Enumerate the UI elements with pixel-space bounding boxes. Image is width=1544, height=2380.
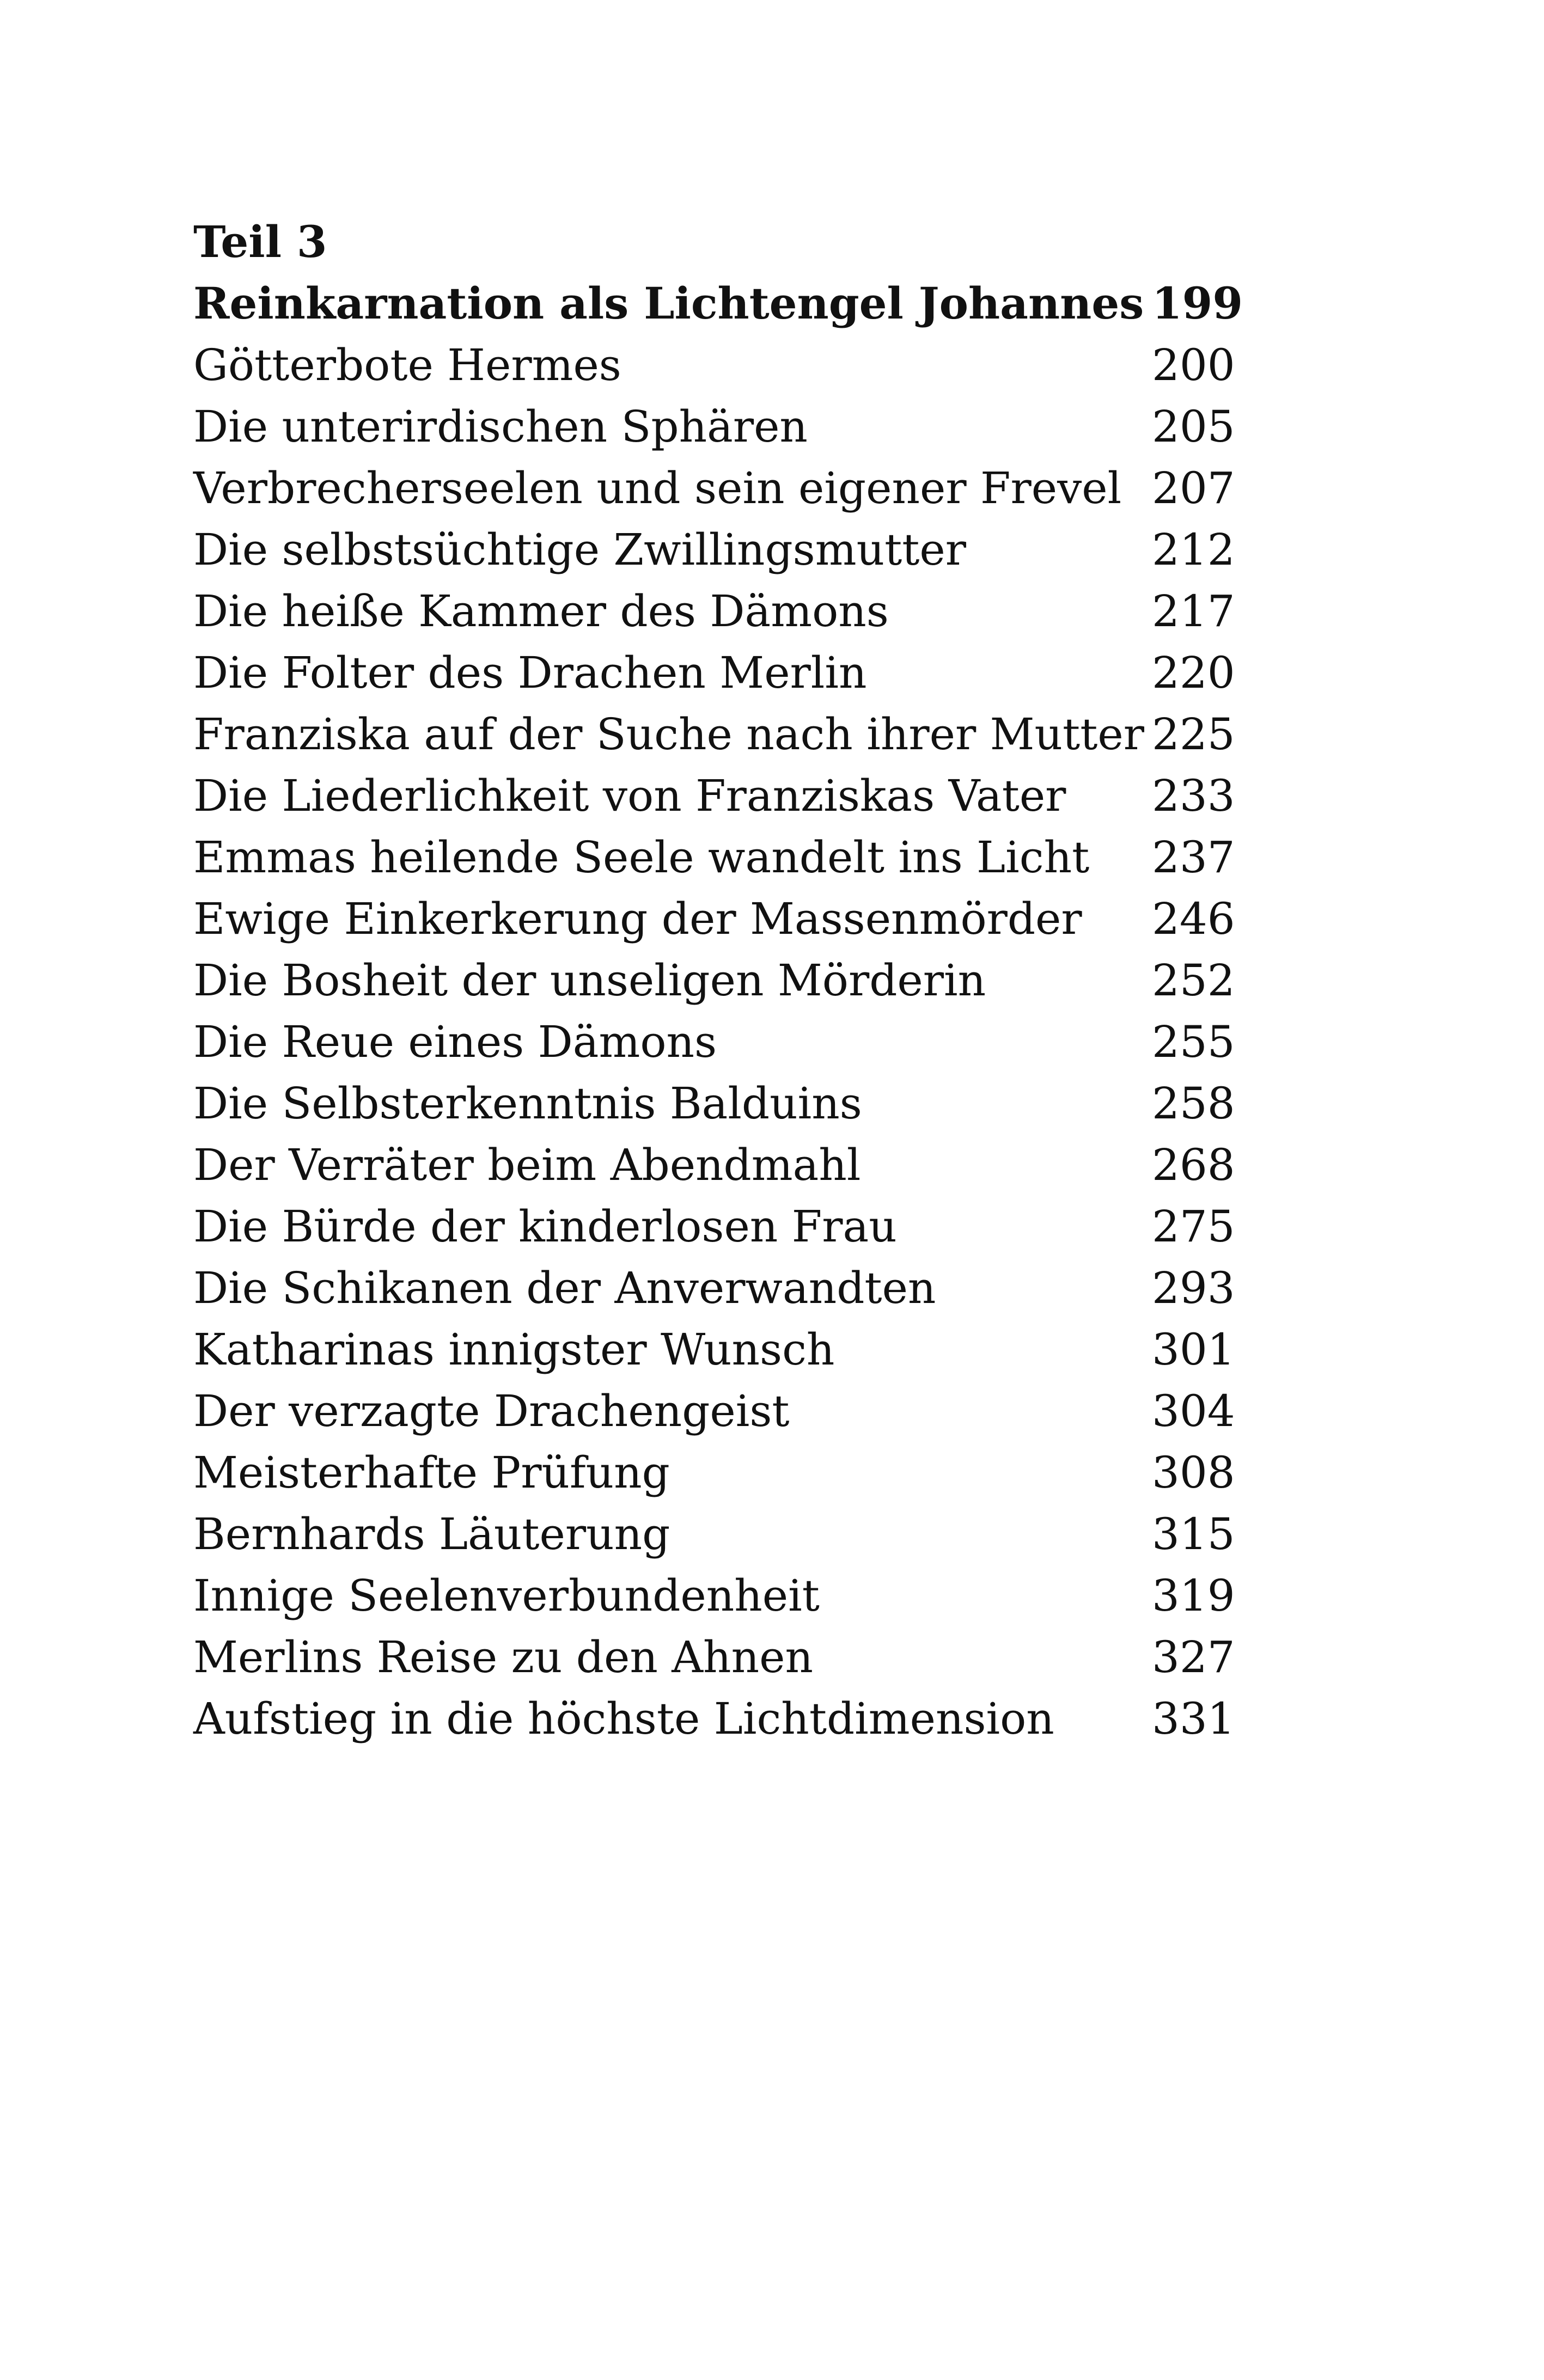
toc-entry-page-number: 315 xyxy=(1152,1509,1235,1559)
toc-entry xyxy=(193,1688,1235,1749)
toc-entry xyxy=(193,457,1235,519)
toc-entry-title: Die heiße Kammer des Dämons xyxy=(193,586,889,637)
toc-entry-title: Die selbstsüchtige Zwillingsmutter xyxy=(193,524,966,575)
toc-entry-page-number: 258 xyxy=(1152,1078,1235,1129)
toc-entry-title: Der Verräter beim Abendmahl xyxy=(193,1140,861,1190)
toc-entry-page-number: 308 xyxy=(1152,1447,1235,1498)
toc-entry xyxy=(193,1319,1235,1380)
toc-entry-title: Götterbote Hermes xyxy=(193,340,621,390)
toc-entry xyxy=(193,827,1235,888)
toc-entry-page-number: 212 xyxy=(1152,524,1235,575)
toc-entry xyxy=(193,1626,1235,1688)
part-title-row xyxy=(193,273,1243,334)
toc-entry-list xyxy=(193,334,1235,1749)
toc-entry-title: Der verzagte Drachengeist xyxy=(193,1386,790,1436)
part-page-number: 199 xyxy=(1152,278,1243,329)
toc-entry-page-number: 319 xyxy=(1152,1570,1235,1621)
toc-entry-page-number: 246 xyxy=(1152,894,1235,944)
toc-entry xyxy=(193,765,1235,827)
toc-entry-page-number: 268 xyxy=(1152,1140,1235,1190)
toc-entry-title: Die Folter des Drachen Merlin xyxy=(193,647,867,698)
toc-entry-title: Die Bürde der kinderlosen Frau xyxy=(193,1201,897,1252)
toc-entry-page-number: 304 xyxy=(1152,1386,1235,1436)
toc-entry-title: Die unterirdischen Sphären xyxy=(193,401,808,452)
toc-entry-page-number: 217 xyxy=(1152,586,1235,637)
toc-entry-title: Die Bosheit der unseligen Mörderin xyxy=(193,955,986,1006)
toc-entry xyxy=(193,703,1235,765)
toc-entry xyxy=(193,950,1235,1011)
part-label: Teil 3 xyxy=(193,216,327,267)
toc-entry-title: Die Schikanen der Anverwandten xyxy=(193,1263,936,1313)
toc-entry-title: Innige Seelenverbundenheit xyxy=(193,1570,820,1621)
toc-entry xyxy=(193,888,1235,950)
toc-entry-title: Die Liederlichkeit von Franziskas Vater xyxy=(193,770,1066,821)
toc-entry-title: Die Selbsterkenntnis Balduins xyxy=(193,1078,862,1129)
toc-entry xyxy=(193,642,1235,703)
toc-entry-page-number: 207 xyxy=(1152,463,1235,513)
toc-entry-title: Die Reue eines Dämons xyxy=(193,1017,717,1067)
toc-entry xyxy=(193,1196,1235,1257)
toc-entry-page-number: 252 xyxy=(1152,955,1235,1006)
toc-entry-page-number: 255 xyxy=(1152,1017,1235,1067)
toc-entry xyxy=(193,1565,1235,1626)
toc-entry-page-number: 225 xyxy=(1152,709,1235,760)
toc-entry-page-number: 275 xyxy=(1152,1201,1235,1252)
toc-entry-page-number: 327 xyxy=(1152,1632,1235,1682)
toc-entry-title: Bernhards Läuterung xyxy=(193,1509,670,1559)
toc-entry xyxy=(193,1134,1235,1196)
toc-entry-page-number: 293 xyxy=(1152,1263,1235,1313)
table-of-contents xyxy=(193,211,1243,1749)
toc-entry-page-number: 237 xyxy=(1152,832,1235,883)
toc-entry-title: Franziska auf der Suche nach ihrer Mutter xyxy=(193,709,1144,760)
part-title: Reinkarnation als Lichtengel Johannes xyxy=(193,278,1144,329)
toc-entry xyxy=(193,334,1235,396)
toc-entry xyxy=(193,519,1235,580)
toc-entry-title: Emmas heilende Seele wandelt ins Licht xyxy=(193,832,1090,883)
toc-entry xyxy=(193,396,1235,457)
toc-entry xyxy=(193,1442,1235,1503)
toc-entry xyxy=(193,1257,1235,1319)
toc-entry-page-number: 205 xyxy=(1152,401,1235,452)
toc-entry-title: Katharinas innigster Wunsch xyxy=(193,1324,835,1375)
toc-entry xyxy=(193,1011,1235,1073)
toc-entry-title: Verbrecherseelen und sein eigener Frevel xyxy=(193,463,1122,513)
toc-entry-page-number: 233 xyxy=(1152,770,1235,821)
toc-entry-page-number: 301 xyxy=(1152,1324,1235,1375)
toc-entry xyxy=(193,580,1235,642)
toc-entry-title: Merlins Reise zu den Ahnen xyxy=(193,1632,813,1682)
toc-entry-page-number: 200 xyxy=(1152,340,1235,390)
toc-entry xyxy=(193,1073,1235,1134)
toc-entry-title: Ewige Einkerkerung der Massenmörder xyxy=(193,894,1082,944)
toc-entry-page-number: 331 xyxy=(1152,1693,1235,1744)
toc-entry-title: Aufstieg in die höchste Lichtdimension xyxy=(193,1693,1054,1744)
toc-entry xyxy=(193,1503,1235,1565)
toc-entry-title: Meisterhafte Prüfung xyxy=(193,1447,670,1498)
toc-entry-page-number: 220 xyxy=(1152,647,1235,698)
toc-entry xyxy=(193,1380,1235,1442)
